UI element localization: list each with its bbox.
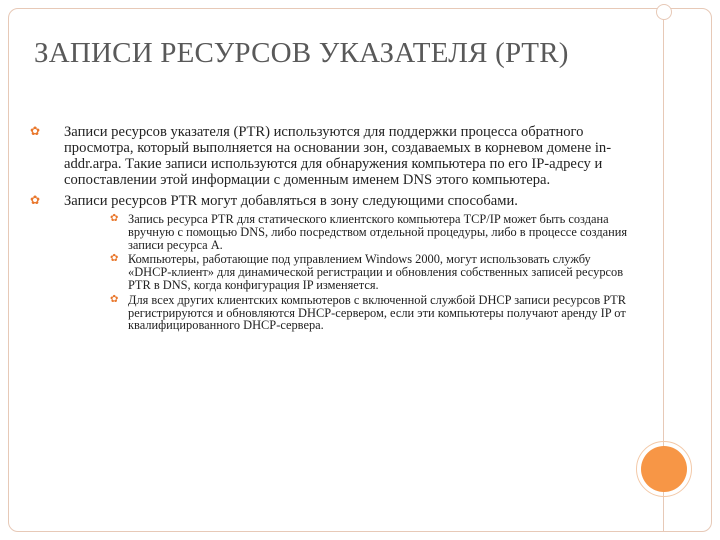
bullet-item (30, 124, 630, 188)
gear-bullet-icon: ✿ (110, 293, 119, 305)
bullet-text: Записи ресурсов PTR могут добавляться в зону следующими способами. (64, 193, 518, 209)
slide-content (30, 124, 630, 337)
slide-title: ЗАПИСИ РЕСУРСОВ УКАЗАТЕЛЯ (PTR) (34, 37, 569, 69)
sub-bullet-text: Запись ресурса PTR для статического клиентского компьютера TCP/IP может быть создана вручную с помощью DNS, либо посредством отдельной процедуры, либо в процессе создания записи ресурса A. (128, 212, 628, 252)
gear-bullet-icon: ✿ (110, 213, 119, 224)
bullet-text: Записи ресурсов указателя (PTR) используются для поддержки процесса обратного просмотра, который выполняется на основании зон, создаваемых в корневом домене in-addr.arpa. Такие записи используются для обнаружения компьютера по его IP-адресу и сопоставлении этой информации с доменным именем DNS этого компьютера. (64, 124, 612, 188)
decorative-knob (656, 4, 672, 20)
sub-bullet-text: Для всех других клиентских компьютеров с включенной службой DHCP записи ресурсов PTR регистрируются и обновляются DHCP-сервером, если эти компьютеры получают аренду IP от квалифицированного DHCP-сервера. (128, 292, 627, 333)
bullet-item (30, 193, 630, 332)
decorative-orange-circle (641, 446, 687, 492)
sub-bullet-item (64, 213, 630, 251)
sub-bullet-list (64, 213, 630, 332)
gear-bullet-icon: ✿ (30, 124, 41, 138)
sub-bullet-item (64, 294, 630, 332)
gear-bullet-icon: ✿ (30, 193, 41, 207)
sub-bullet-text: Компьютеры, работающие под управлением Windows 2000, могут использовать службу «DHCP-клиент» для динамической регистрации и обновления собственных записей ресурсов PTR в DNS, когда конфигурация IP изменяется. (128, 252, 624, 292)
gear-bullet-icon: ✿ (110, 253, 119, 265)
sub-bullet-item (64, 253, 630, 291)
